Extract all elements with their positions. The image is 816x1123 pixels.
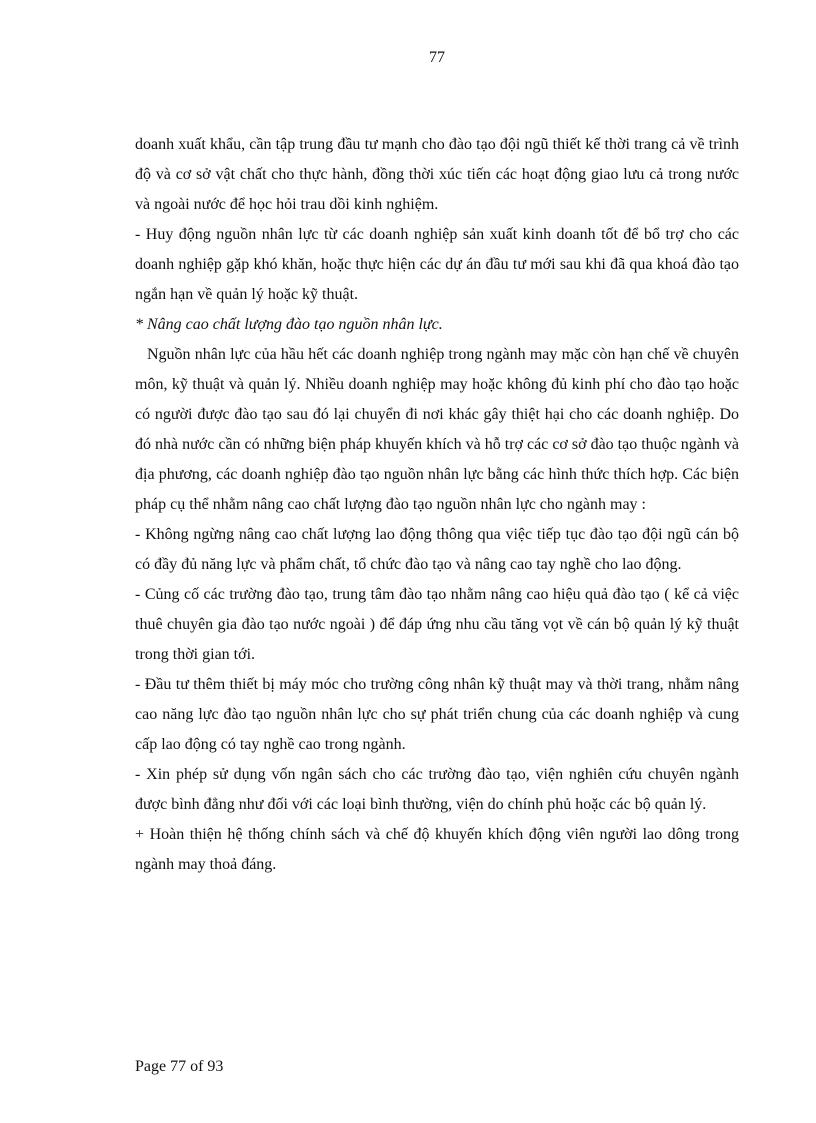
paragraph-export-training: doanh xuất khẩu, cần tập trung đầu tư mạnh cho đào tạo đội ngũ thiết kế thời trang cả về trình độ và cơ sở vật chất cho thực hành, đồng thời xúc tiến các hoạt động giao lưu cả trong nước và ngoài nước để học hỏi trau dồi kinh nghiệm. — [135, 136, 739, 213]
document-body — [135, 130, 739, 880]
bullet-improve-labor-quality: - Không ngừng nâng cao chất lượng lao động thông qua việc tiếp tục đào tạo đội ngũ cán bộ có đầy đủ năng lực và phẩm chất, tổ chức đào tạo và nâng cao tay nghề cho lao động. — [135, 526, 739, 573]
bullet-policy-system: + Hoàn thiện hệ thống chính sách và chế độ khuyến khích động viên người lao dông trong ngành may thoả đáng. — [135, 826, 739, 873]
paragraph-human-resources: Nguồn nhân lực của hầu hết các doanh nghiệp trong ngành may mặc còn hạn chế về chuyên môn, kỹ thuật và quản lý. Nhiều doanh nghiệp may hoặc không đủ kinh phí cho đào tạo hoặc có người được đào tạo sau đó lại chuyển đi nơi khác gây thiệt hại cho các doanh nghiệp. Do đó nhà nước cần có những biện pháp khuyến khích và hỗ trợ các cơ sở đào tạo thuộc ngành và địa phương, các doanh nghiệp đào tạo nguồn nhân lực bằng các hình thức thích hợp. Các biện pháp cụ thể nhằm nâng cao chất lượng đào tạo nguồn nhân lực cho ngành may : — [135, 346, 739, 513]
bullet-budget-capital: - Xin phép sử dụng vốn ngân sách cho các trường đào tạo, viện nghiên cứu chuyên ngành được bình đẳng như đối với các loại bình thường, viện do chính phủ hoặc các bộ quản lý. — [135, 766, 739, 813]
page-footer: Page 77 of 93 — [135, 1058, 224, 1075]
bullet-mobilize-resources: - Huy động nguồn nhân lực từ các doanh nghiệp sản xuất kinh doanh tốt để bổ trợ cho các doanh nghiệp gặp khó khăn, hoặc thực hiện các dự án đầu tư mới sau khi đã qua khoá đào tạo ngắn hạn về quản lý hoặc kỹ thuật. — [135, 226, 739, 303]
section-heading-training-quality: * Nâng cao chất lượng đào tạo nguồn nhân lực. — [135, 316, 443, 333]
page-number: 77 — [429, 49, 445, 66]
bullet-consolidate-schools: - Củng cố các trường đào tạo, trung tâm đào tạo nhằm nâng cao hiệu quả đào tạo ( kể cả việc thuê chuyên gia đào tạo nước ngoài ) để đáp ứng nhu cầu tăng vọt về cán bộ quản lý kỹ thuật trong thời gian tới. — [135, 586, 739, 663]
bullet-invest-equipment: - Đầu tư thêm thiết bị máy móc cho trường công nhân kỹ thuật may và thời trang, nhằm nâng cao năng lực đào tạo nguồn nhân lực cho sự phát triển chung của các doanh nghiệp và cung cấp lao động có tay nghề cao trong ngành. — [135, 676, 739, 753]
